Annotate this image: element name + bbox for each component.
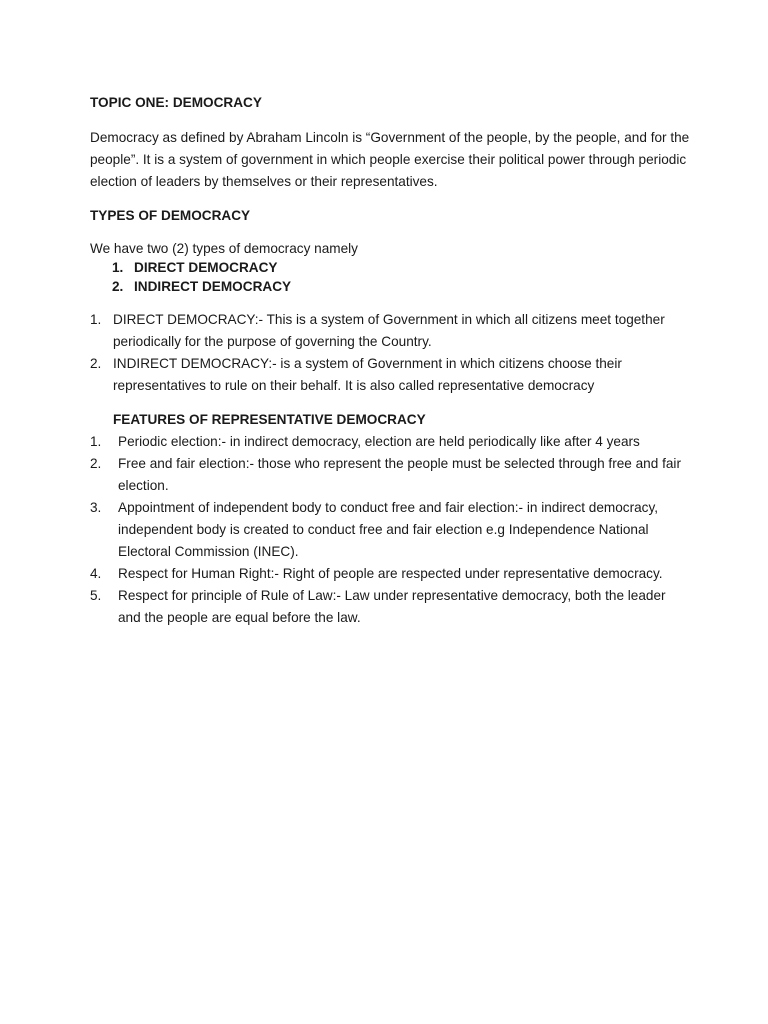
list-text: Free and fair election:- those who represent the people must be selected through free and fair election. <box>118 456 681 493</box>
list-item <box>90 585 690 629</box>
list-text: Appointment of independent body to conduct free and fair election:- in indirect democracy, independent body is created to conduct free and fair election e.g Independence National Electoral Commission (INEC). <box>118 500 659 559</box>
list-number: 4. <box>90 566 102 581</box>
features-list <box>90 431 690 629</box>
list-item <box>90 431 690 453</box>
list-item <box>90 563 690 585</box>
list-item <box>90 453 690 497</box>
definitions-list <box>90 309 690 397</box>
list-text: INDIRECT DEMOCRACY:- is a system of Government in which citizens choose their representatives to rule on their behalf. It is also called representative democracy <box>113 356 622 393</box>
topic-heading: TOPIC ONE: DEMOCRACY <box>90 95 262 110</box>
list-number: 2. <box>90 356 102 371</box>
list-item <box>112 258 690 277</box>
list-number: 1. <box>90 312 102 327</box>
list-text: Periodic election:- in indirect democracy, election are held periodically like after 4 years <box>118 434 640 449</box>
list-item <box>90 309 690 353</box>
list-number: 2. <box>90 456 102 471</box>
types-heading: TYPES OF DEMOCRACY <box>90 208 251 223</box>
intro-paragraph: Democracy as defined by Abraham Lincoln is “Government of the people, by the people, and for the people”. It is a system of government in which people exercise their political power through periodic election of leaders by themselves or their representatives. <box>90 130 690 189</box>
list-number: 1. <box>90 434 102 449</box>
list-number: 1. <box>112 260 124 275</box>
list-item <box>112 277 690 296</box>
list-number: 5. <box>90 588 102 603</box>
list-text: DIRECT DEMOCRACY <box>134 260 278 275</box>
types-intro: We have two (2) types of democracy namely <box>90 241 358 256</box>
list-number: 2. <box>112 279 124 294</box>
list-text: Respect for principle of Rule of Law:- Law under representative democracy, both the leader and the people are equal before the law. <box>118 588 666 625</box>
document-page <box>90 92 690 629</box>
list-text: DIRECT DEMOCRACY:- This is a system of Government in which all citizens meet together periodically for the purpose of governing the Country. <box>113 312 665 349</box>
list-item <box>90 497 690 563</box>
list-text: Respect for Human Right:- Right of people are respected under representative democracy. <box>118 566 663 581</box>
list-text: INDIRECT DEMOCRACY <box>134 279 292 294</box>
types-list <box>112 258 690 296</box>
list-number: 3. <box>90 500 102 515</box>
features-heading: FEATURES OF REPRESENTATIVE DEMOCRACY <box>113 412 426 427</box>
list-item <box>90 353 690 397</box>
